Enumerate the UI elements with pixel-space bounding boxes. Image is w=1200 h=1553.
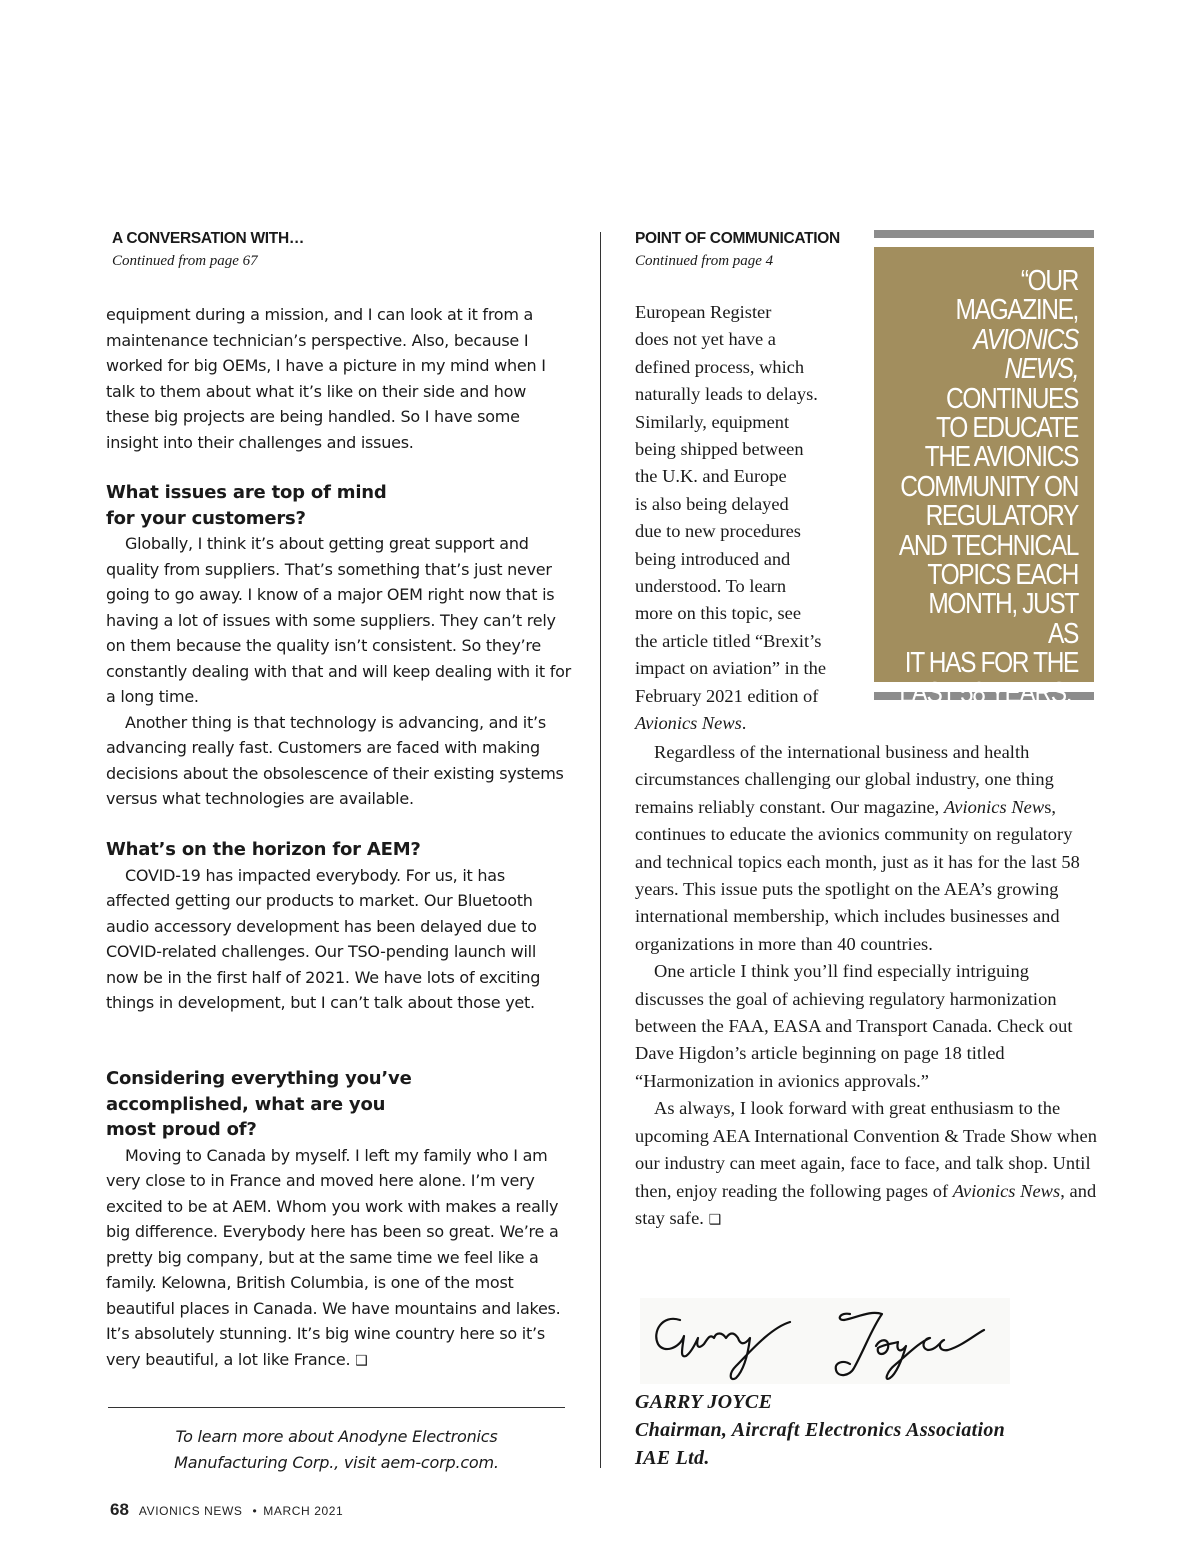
answer-2-paragraph: COVID-19 has impacted everybody. For us, it has affected getting our products to market. Our Bluetooth audio accessory development has been delayed due to COVID-related challenges. Our TSO-pending launch will now be in the first half of 2021. We have lots of exciting things in development, but I can’t talk about those yet. bbox=[106, 865, 541, 1012]
right-narrow-line: February 2021 edition of bbox=[635, 685, 819, 706]
question-3-heading-line3: most proud of? bbox=[106, 1119, 257, 1140]
para4-text-tail: , and stay safe. bbox=[635, 1180, 1097, 1228]
right-paragraph-2 bbox=[635, 739, 1097, 958]
right-paragraph-4 bbox=[635, 1095, 1097, 1234]
right-narrow-line: the U.K. and Europe bbox=[635, 466, 787, 487]
para4-text: As always, I look forward with great enthusiasm to the upcoming AEA International Convention & Trade Show when our industry can meet again, face to face, and talk shop. Until then, enjoy reading the following pages of bbox=[635, 1098, 1097, 1201]
right-continued-note: Continued from page 4 bbox=[635, 253, 774, 269]
pull-quote-line: IT HAS FOR THE bbox=[904, 647, 1078, 680]
end-mark-icon: ❑ bbox=[355, 1352, 368, 1369]
right-narrow-paragraph bbox=[635, 299, 865, 738]
handwritten-signature-icon bbox=[640, 1298, 1010, 1384]
pull-quote-top-bar bbox=[874, 230, 1094, 238]
right-narrow-line: European Register bbox=[635, 302, 772, 322]
question-1-block bbox=[106, 480, 572, 812]
learn-more-note bbox=[108, 1424, 565, 1475]
right-narrow-line: impact on aviation” in the bbox=[635, 658, 827, 679]
left-footer-divider bbox=[108, 1407, 565, 1408]
pull-quote-line: TOPICS EACH bbox=[927, 559, 1078, 592]
right-wide-text bbox=[635, 739, 1097, 1234]
right-narrow-line: does not yet have a bbox=[635, 329, 776, 350]
right-narrow-line: defined process, which bbox=[635, 356, 805, 377]
pull-quote-line: AVIONICS NEWS, bbox=[973, 323, 1078, 386]
right-narrow-line: naturally leads to delays. bbox=[635, 384, 818, 405]
page-footer bbox=[110, 1500, 343, 1520]
pull-quote bbox=[874, 230, 1094, 709]
issue-date: MARCH 2021 bbox=[263, 1504, 344, 1518]
answer-1-paragraph-1: Globally, I think it’s about getting great support and quality from suppliers. That’s something that’s just never going to go away. I know of a major OEM right now that is having a lot of issues with some suppliers. They can’t rely on them because the quality isn’t consistent. So they’re constantly dealing with that and will keep dealing with it for a long time. bbox=[106, 534, 571, 706]
answer-3-paragraph bbox=[106, 1143, 572, 1375]
left-intro-text: equipment during a mission, and I can look at it from a maintenance technician’s perspective. Also, because I worked for big OEMs, I have a picture in my mind when I talk to them about what it’s like on their side and how these big projects are being handled. So I have some insight into their challenges and issues. bbox=[106, 305, 546, 452]
pull-quote-line: CONTINUES bbox=[946, 382, 1078, 415]
right-narrow-line: more on this topic, see bbox=[635, 603, 801, 624]
answer-1-paragraph-2: Another thing is that technology is advancing, and it’s advancing really fast. Customers are faced with making decisions about the obsolescence of their existing systems versus what technologies are available. bbox=[106, 712, 564, 808]
para4-magazine-title: Avionics News bbox=[952, 1180, 1061, 1201]
pull-quote-line: LAST 58 YEARS.” bbox=[899, 676, 1078, 709]
right-narrow-line: being shipped between bbox=[635, 439, 804, 460]
signature-name: GARRY JOYCE bbox=[635, 1391, 773, 1413]
pull-quote-line: “OUR bbox=[1020, 265, 1078, 297]
right-section-kicker: POINT OF COMMUNICATION bbox=[635, 230, 840, 247]
right-paragraph-3: One article I think you’ll find especially intriguing discusses the goal of achieving regulatory harmonization between the FAA, EASA and Transport Canada. Check out Dave Higdon’s article beginning on page 18 titled “Harmonization in avionics approvals.” bbox=[635, 961, 1073, 1091]
signature-title: Chairman, Aircraft Electronics Association bbox=[635, 1419, 1006, 1441]
magazine-title: Avionics News bbox=[635, 713, 742, 734]
question-1-heading-line1: What issues are top of mind bbox=[106, 482, 387, 503]
question-3-heading-line1: Considering everything you’ve bbox=[106, 1068, 412, 1089]
learn-more-line-1: To learn more about Anodyne Electronics bbox=[175, 1427, 498, 1446]
pull-quote-line: AND TECHNICAL bbox=[898, 529, 1078, 562]
publication-name: AVIONICS NEWS bbox=[138, 1504, 243, 1518]
pull-quote-line: MAGAZINE, bbox=[955, 294, 1078, 327]
pull-quote-line: REGULATORY bbox=[925, 500, 1078, 533]
left-continued-note: Continued from page 67 bbox=[112, 253, 258, 269]
footer-separator: • bbox=[252, 1504, 258, 1518]
question-2-heading: What’s on the horizon for AEM? bbox=[106, 839, 421, 860]
answer-3-text: Moving to Canada by myself. I left my family who I am very close to in France and moved here alone. I’m very excited to be at AEM. Whom you work with makes a really big difference. Everybody here has been so great. We’re a pretty big company, but at the same time we feel like a family. Kelowna, British Columbia, is one of the most beautiful places in Canada. We have mountains and lakes. It’s absolutely stunning. It’s big wine country here so it’s very beautiful, a lot like France. bbox=[106, 1145, 561, 1369]
narrow-last-punct: . bbox=[741, 713, 747, 734]
pull-quote-line: COMMUNITY ON bbox=[900, 470, 1078, 503]
question-2-block bbox=[106, 837, 572, 1016]
pull-quote-line: MONTH, JUST AS bbox=[928, 588, 1078, 650]
left-section-kicker: A CONVERSATION WITH… bbox=[112, 230, 305, 247]
right-narrow-line: is also being delayed bbox=[635, 493, 789, 514]
para2-text: Regardless of the international business and health circumstances challenging our global industry, one thing remains reliably constant. Our magazine, bbox=[635, 742, 1054, 817]
right-narrow-line: being introduced and bbox=[635, 548, 791, 569]
signature-image bbox=[640, 1298, 1010, 1384]
right-narrow-line: understood. To learn bbox=[635, 576, 787, 597]
para2-magazine-title: Avionics New bbox=[943, 796, 1045, 817]
right-narrow-line: due to new procedures bbox=[635, 521, 801, 542]
right-narrow-lines bbox=[635, 299, 865, 710]
question-3-block bbox=[106, 1066, 572, 1374]
signature-organization: IAE Ltd. bbox=[635, 1447, 710, 1469]
right-narrow-line: the article titled “Brexit’s bbox=[635, 630, 822, 651]
right-narrow-line: Similarly, equipment bbox=[635, 411, 790, 432]
page-number: 68 bbox=[110, 1500, 129, 1519]
pull-quote-text bbox=[897, 267, 1078, 708]
question-3-heading-line2: accomplished, what are you bbox=[106, 1093, 386, 1115]
para2-text-tail: s, continues to educate the avionics community on regulatory and technical topics each month, just as it has for the last 58 years. This issue puts the spotlight on the AEA’s growing international membership, which includes businesses and organizations in more than 40 countries. bbox=[635, 796, 1080, 954]
pull-quote-line: THE AVIONICS bbox=[924, 441, 1078, 474]
pull-quote-line: TO EDUCATE bbox=[936, 412, 1078, 445]
question-1-heading-line2: for your customers? bbox=[106, 507, 306, 529]
left-intro-paragraph bbox=[106, 302, 572, 455]
column-divider bbox=[600, 232, 601, 1468]
learn-more-line-2: Manufacturing Corp., visit aem-corp.com. bbox=[174, 1452, 499, 1472]
right-narrow-last-line bbox=[635, 710, 865, 737]
end-mark-icon: ❑ bbox=[708, 1211, 722, 1228]
